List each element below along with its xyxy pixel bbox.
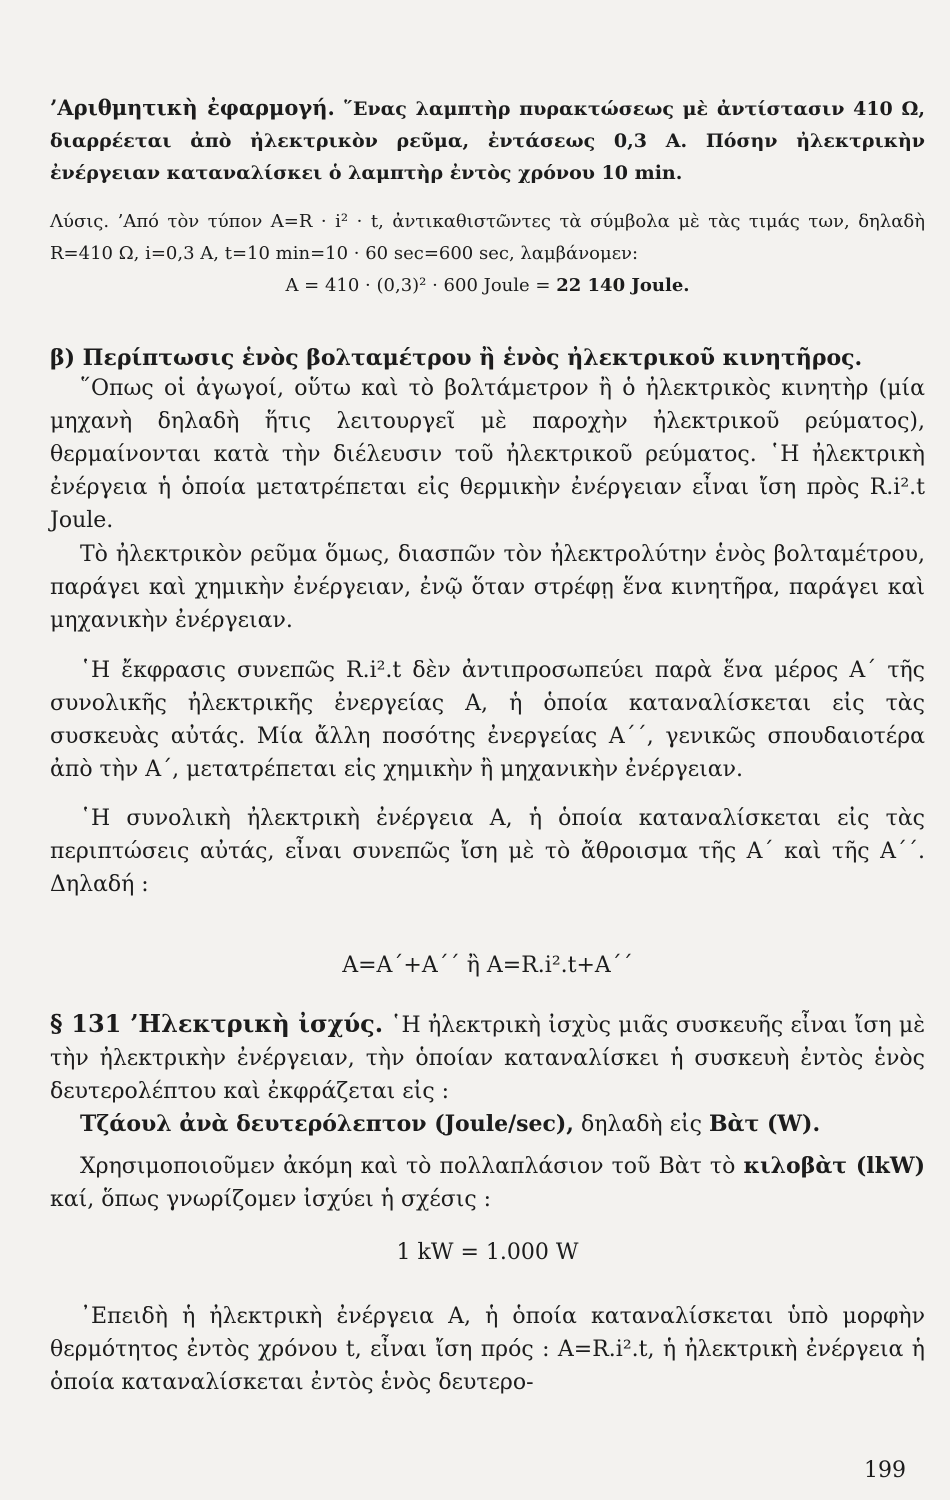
kilowatt-equation: 1 kW = 1.000 W (396, 1240, 579, 1265)
power-unit-line (50, 1108, 925, 1141)
solution-result (50, 270, 925, 302)
example-text: ῞Ενας λαμπτὴρ πυρακτώσεως μὲ ἀντίστασιν 410 Ω, διαρρέεται ἀπὸ ἠλεκτρικὸν ρεῦμα, ἐντάσεως 0,3 Α. Πόσην ἠλεκτρικὴν ἐνέργειαν καταναλίσκει ὁ λαμπτὴρ ἐντὸς χρόνου 10 min. (50, 98, 925, 184)
power-unit-watt: Βὰτ (W). (708, 1111, 821, 1137)
section-b-heading: β) Περίπτωσις ἑνὸς βολταμέτρου ἢ ἑνὸς ἠλεκτρικοῦ κινητῆρος. (50, 345, 863, 371)
example-paragraph (50, 92, 925, 189)
section-b-paragraph-1: ῞Οπως οἱ ἀγωγοί, οὕτω καὶ τὸ βολτάμετρον ἢ ὁ ἠλεκτρικὸς κινητὴρ (μία μηχανὴ δηλαδὴ ἥτις λειτουργεῖ μὲ παροχὴν ἠλεκτρικοῦ ρεύματος), θερμαίνονται κατὰ τὴν διέλευσιν τοῦ ἠλεκτρικοῦ ρεύματος. ῾Η ἠλεκτρικὴ ἐνέργεια ἡ ὁποία μετατρέπεται εἰς θερμικὴν ἐνέργειαν εἶναι ἴση πρὸς R.i².t Joule. (50, 376, 925, 533)
solution-result-expression: Α = 410 · (0,3)² · 600 Joule = (285, 275, 557, 296)
kilowatt-text-a: Χρησιμοποιοῦμεν ἀκόμη καὶ τὸ πολλαπλάσιον τοῦ Βὰτ τὸ (80, 1154, 744, 1179)
section-b-paragraph-3: ῾Η ἔκφρασις συνεπῶς R.i².t δὲν ἀντιπροσωπεύει παρὰ ἕνα μέρος Α΄ τῆς συνολικῆς ἠλεκτρικῆς ἐνεργείας Α, ἡ ὁποία καταναλίσκεται εἰς τὰς συσκευὰς αὐτάς. Μία ἄλλη ποσότης ἐνεργείας Α΄΄, γενικῶς σπουδαιοτέρα ἀπὸ τὴν Α΄, μετατρέπεται εἰς χημικὴν ἢ μηχανικὴν ἐνέργειαν. (50, 658, 925, 782)
section-131 (50, 1007, 925, 1141)
kilowatt-term: κιλοβὰτ (lkW) (743, 1153, 925, 1179)
solution-block (50, 206, 925, 302)
kilowatt-text-b: καί, ὅπως γνωρίζομεν ἰσχύει ἡ σχέσις : (50, 1187, 492, 1212)
final-paragraph: ᾿Επειδὴ ἡ ἠλεκτρικὴ ἐνέργεια Α, ἡ ὁποία καταναλίσκεται ὑπὸ μορφὴν θερμότητος ἐντὸς χρόνου t, εἶναι ἴση πρός : Α=R.i².t, ἡ ἠλεκτρικὴ ἐνέργεια ἡ ὁποία καταναλίσκεται ἐντὸς ἑνὸς δευτερο- (50, 1304, 925, 1395)
section-b-paragraph-4: ῾Η συνολικὴ ἠλεκτρικὴ ἐνέργεια Α, ἡ ὁποία καταναλίσκεται εἰς τὰς περιπτώσεις αὐτάς, εἶναι συνεπῶς ἴση μὲ τὸ ἄθροισμα τῆς Α΄ καὶ τῆς Α΄΄. Δηλαδή : (50, 806, 925, 897)
section-131-paragraph (50, 1007, 925, 1108)
kilowatt-paragraph (50, 1150, 925, 1216)
section-b-paragraph-2: Τὸ ἠλεκτρικὸν ρεῦμα ὅμως, διασπῶν τὸν ἠλεκτρολύτην ἑνὸς βολταμέτρου, παράγει καὶ χημικὴν ἐνέργειαν, ἐνῷ ὅταν στρέφῃ ἕνα κινητῆρα, παράγει καὶ μηχανικὴν ἐνέργειαν. (50, 542, 925, 633)
energy-sum-equation: Α=Α΄+Α΄΄ ἢ Α=R.i².t+Α΄΄ (342, 953, 633, 978)
solution-result-value: 22 140 Joule. (556, 275, 690, 296)
power-unit-bold: Τζάουλ ἀνὰ δευτερόλεπτον (Joule/sec), (80, 1111, 574, 1137)
power-unit-mid: δηλαδὴ εἰς (573, 1112, 709, 1137)
section-131-text: ῾Η ἠλεκτρικὴ ἰσχὺς μιᾶς συσκευῆς εἶναι ἴση μὲ τὴν ἠλεκτρικὴν ἐνέργειαν, τὴν ὁποίαν καταναλίσκει ἡ συσκευὴ ἐντὸς ἑνὸς δευτερολέπτου καὶ ἐκφράζεται εἰς : (50, 1013, 925, 1104)
solution-text: Λύσις. ’Από τὸν τύπον Α=R · i² · t, ἀντικαθιστῶντες τὰ σύμβολα μὲ τὰς τιμάς των, δηλαδὴ R=410 Ω, i=0,3 A, t=10 min=10 · 60 sec=600 sec, λαμβάνομεν: (50, 211, 925, 264)
example-lead: ’Αριθμητικὴ ἐφαρμογή. (50, 95, 335, 120)
section-131-title: § 131 ’Ηλεκτρικὴ ἰσχύς. (50, 1009, 384, 1038)
page-number: 199 (864, 1458, 906, 1483)
